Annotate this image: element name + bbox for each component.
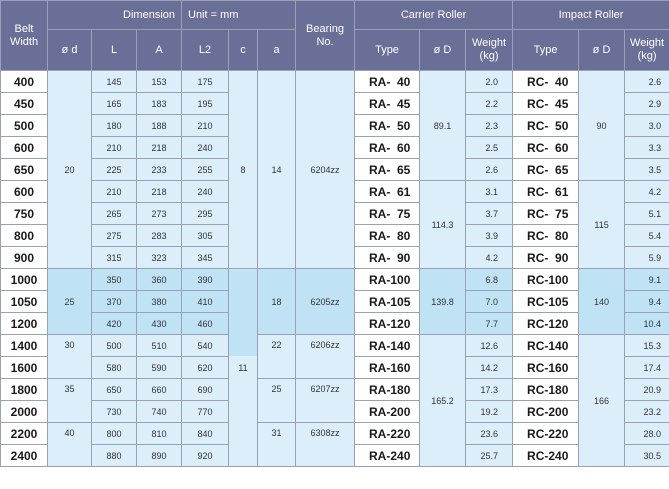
a-cell: 590 <box>137 357 182 379</box>
impact-type-cell: RC- 80 <box>513 225 579 247</box>
l-cell: 730 <box>92 401 137 423</box>
l2-cell: 770 <box>182 401 229 423</box>
l2-cell: 175 <box>182 71 229 93</box>
l-cell: 650 <box>92 379 137 401</box>
carrier-type-cell: RA-120 <box>355 313 420 335</box>
l-cell: 180 <box>92 115 137 137</box>
od-cell: 40 <box>48 423 92 467</box>
carrier-od-cell: 114.3 <box>420 181 466 269</box>
carrier-type-cell: RA-220 <box>355 423 420 445</box>
impact-type-cell: RC-220 <box>513 423 579 445</box>
l-header: L <box>92 30 137 71</box>
od-cell: 20 <box>48 71 92 269</box>
a-small-cell: 31 <box>258 423 296 467</box>
l2-cell: 195 <box>182 93 229 115</box>
impact-weight-cell: 9.4 <box>625 291 669 313</box>
carrier-weight-cell: 2.0 <box>466 71 513 93</box>
belt-width-cell: 400 <box>1 71 48 93</box>
impact-weight-cell: 5.1 <box>625 203 669 225</box>
carrier-od-cell: 165.2 <box>420 335 466 467</box>
carrier-weight-cell: 6.8 <box>466 269 513 291</box>
impact-type-cell: RC-140 <box>513 335 579 357</box>
a-cell: 153 <box>137 71 182 93</box>
carrier-type-cell: RA-200 <box>355 401 420 423</box>
bearing-cell: 6308zz <box>296 423 355 467</box>
a-cell: 810 <box>137 423 182 445</box>
impact-type-cell: RC- 60 <box>513 137 579 159</box>
a-cell: 510 <box>137 335 182 357</box>
l2-cell: 840 <box>182 423 229 445</box>
od-cell: 30 <box>48 335 92 379</box>
impact-weight-cell: 10.4 <box>625 313 669 335</box>
impact-od-cell: 115 <box>579 181 625 269</box>
l-cell: 165 <box>92 93 137 115</box>
l-cell: 265 <box>92 203 137 225</box>
a-cell: 323 <box>137 247 182 269</box>
impact-weight-cell: 17.4 <box>625 357 669 379</box>
carrier-type-cell: RA- 45 <box>355 93 420 115</box>
carrier-type-cell: RA-105 <box>355 291 420 313</box>
a-cell: 183 <box>137 93 182 115</box>
impact-type-cell: RC-200 <box>513 401 579 423</box>
carrier-weight-cell: 3.7 <box>466 203 513 225</box>
a-cell: 660 <box>137 379 182 401</box>
impact-od-cell: 140 <box>579 269 625 335</box>
a-cell: 273 <box>137 203 182 225</box>
l-cell: 210 <box>92 181 137 203</box>
impact-type-cell: RC- 75 <box>513 203 579 225</box>
l-cell: 880 <box>92 445 137 467</box>
impact-weight-cell: 3.0 <box>625 115 669 137</box>
impact-weight-cell: 3.5 <box>625 159 669 181</box>
carrier-type-cell: RA-180 <box>355 379 420 401</box>
carrier-weight-cell: 4.2 <box>466 247 513 269</box>
a-small-cell: 18 <box>258 269 296 335</box>
bearing-header: Bearing No. <box>296 1 355 71</box>
a-cell: 218 <box>137 181 182 203</box>
a-small-cell: 14 <box>258 71 296 269</box>
carrier-weight-header: Weight (kg) <box>466 30 513 71</box>
belt-width-header: Belt Width <box>1 1 48 71</box>
l-cell: 225 <box>92 159 137 181</box>
carrier-type-cell: RA- 60 <box>355 137 420 159</box>
bearing-cell: 6205zz <box>296 269 355 335</box>
carrier-weight-cell: 25.7 <box>466 445 513 467</box>
impact-weight-cell: 28.0 <box>625 423 669 445</box>
a-cell: 380 <box>137 291 182 313</box>
carrier-weight-cell: 2.3 <box>466 115 513 137</box>
table-row <box>1 71 669 93</box>
table-row <box>1 335 669 357</box>
carrier-weight-cell: 12.6 <box>466 335 513 357</box>
impact-weight-cell: 9.1 <box>625 269 669 291</box>
a-cell: 740 <box>137 401 182 423</box>
carrier-type-cell: RA-140 <box>355 335 420 357</box>
l2-cell: 305 <box>182 225 229 247</box>
bearing-cell: 6206zz <box>296 335 355 379</box>
carrier-weight-cell: 2.6 <box>466 159 513 181</box>
bearing-cell: 6204zz <box>296 71 355 269</box>
carrier-weight-cell: 7.7 <box>466 313 513 335</box>
belt-width-cell: 2400 <box>1 445 48 467</box>
l2-cell: 410 <box>182 291 229 313</box>
a-small-header: a <box>258 30 296 71</box>
carrier-type-cell: RA-240 <box>355 445 420 467</box>
impact-roller-header: Impact Roller <box>513 1 669 30</box>
carrier-type-cell: RA-100 <box>355 269 420 291</box>
impact-od-cell: 166 <box>579 335 625 467</box>
impact-weight-cell: 30.5 <box>625 445 669 467</box>
impact-type-cell: RC-120 <box>513 313 579 335</box>
carrier-od-header: ø D <box>420 30 466 71</box>
a-small-cell: 25 <box>258 379 296 423</box>
od-header: ø d <box>48 30 92 71</box>
impact-weight-cell: 15.3 <box>625 335 669 357</box>
impact-type-cell: RC- 40 <box>513 71 579 93</box>
belt-width-cell: 1600 <box>1 357 48 379</box>
l2-cell: 540 <box>182 335 229 357</box>
table-row <box>1 379 669 401</box>
c-header: c <box>229 30 258 71</box>
carrier-type-cell: RA- 65 <box>355 159 420 181</box>
impact-type-cell: RC-160 <box>513 357 579 379</box>
carrier-type-cell: RA- 75 <box>355 203 420 225</box>
belt-width-cell: 1400 <box>1 335 48 357</box>
l-cell: 275 <box>92 225 137 247</box>
impact-weight-cell: 20.9 <box>625 379 669 401</box>
carrier-od-cell: 139.8 <box>420 269 466 335</box>
belt-width-cell: 450 <box>1 93 48 115</box>
impact-type-cell: RC-180 <box>513 379 579 401</box>
carrier-roller-header: Carrier Roller <box>355 1 513 30</box>
l-cell: 420 <box>92 313 137 335</box>
l-cell: 580 <box>92 357 137 379</box>
a-cell: 218 <box>137 137 182 159</box>
impact-type-header: Type <box>513 30 579 71</box>
l-cell: 370 <box>92 291 137 313</box>
impact-type-cell: RC- 50 <box>513 115 579 137</box>
l2-cell: 210 <box>182 115 229 137</box>
l-cell: 145 <box>92 71 137 93</box>
carrier-weight-cell: 3.1 <box>466 181 513 203</box>
belt-width-cell: 600 <box>1 137 48 159</box>
belt-width-cell: 900 <box>1 247 48 269</box>
l2-cell: 240 <box>182 181 229 203</box>
carrier-weight-cell: 2.5 <box>466 137 513 159</box>
c-cell: 8 <box>229 71 258 269</box>
carrier-weight-cell: 19.2 <box>466 401 513 423</box>
l2-cell: 295 <box>182 203 229 225</box>
a-cell: 283 <box>137 225 182 247</box>
carrier-weight-cell: 2.2 <box>466 93 513 115</box>
impact-weight-cell: 2.9 <box>625 93 669 115</box>
impact-type-cell: RC-105 <box>513 291 579 313</box>
impact-od-cell: 90 <box>579 71 625 181</box>
carrier-weight-cell: 3.9 <box>466 225 513 247</box>
a-header: A <box>137 30 182 71</box>
dimension-header: Dimension <box>48 1 182 30</box>
l2-cell: 690 <box>182 379 229 401</box>
belt-width-cell: 1050 <box>1 291 48 313</box>
carrier-od-cell: 89.1 <box>420 71 466 181</box>
carrier-type-header: Type <box>355 30 420 71</box>
belt-width-cell: 1800 <box>1 379 48 401</box>
impact-weight-cell: 4.2 <box>625 181 669 203</box>
impact-weight-cell: 23.2 <box>625 401 669 423</box>
carrier-type-cell: RA- 90 <box>355 247 420 269</box>
a-small-cell: 22 <box>258 335 296 379</box>
impact-weight-cell: 2.6 <box>625 71 669 93</box>
belt-width-cell: 2000 <box>1 401 48 423</box>
a-cell: 890 <box>137 445 182 467</box>
c-cell: 11 <box>229 269 258 467</box>
belt-width-cell: 1000 <box>1 269 48 291</box>
belt-width-cell: 500 <box>1 115 48 137</box>
l2-cell: 240 <box>182 137 229 159</box>
l2-cell: 345 <box>182 247 229 269</box>
a-cell: 430 <box>137 313 182 335</box>
impact-weight-cell: 5.9 <box>625 247 669 269</box>
l2-cell: 620 <box>182 357 229 379</box>
l2-cell: 255 <box>182 159 229 181</box>
impact-type-cell: RC- 90 <box>513 247 579 269</box>
impact-type-cell: RC-240 <box>513 445 579 467</box>
carrier-weight-cell: 7.0 <box>466 291 513 313</box>
carrier-type-cell: RA- 50 <box>355 115 420 137</box>
l-cell: 350 <box>92 269 137 291</box>
carrier-type-cell: RA- 40 <box>355 71 420 93</box>
table-row <box>1 269 669 291</box>
impact-weight-header: Weight (kg) <box>625 30 669 71</box>
impact-type-cell: RC-100 <box>513 269 579 291</box>
a-cell: 188 <box>137 115 182 137</box>
l-cell: 800 <box>92 423 137 445</box>
impact-type-cell: RC- 61 <box>513 181 579 203</box>
impact-weight-cell: 3.3 <box>625 137 669 159</box>
carrier-type-cell: RA- 61 <box>355 181 420 203</box>
belt-width-cell: 2200 <box>1 423 48 445</box>
l-cell: 210 <box>92 137 137 159</box>
impact-od-header: ø D <box>579 30 625 71</box>
bearing-cell: 6207zz <box>296 379 355 423</box>
impact-type-cell: RC- 45 <box>513 93 579 115</box>
table-row <box>1 423 669 445</box>
impact-weight-cell: 5.4 <box>625 225 669 247</box>
belt-width-cell: 650 <box>1 159 48 181</box>
l2-header: L2 <box>182 30 229 71</box>
carrier-type-cell: RA- 80 <box>355 225 420 247</box>
l2-cell: 390 <box>182 269 229 291</box>
l2-cell: 920 <box>182 445 229 467</box>
carrier-weight-cell: 17.3 <box>466 379 513 401</box>
l2-cell: 460 <box>182 313 229 335</box>
carrier-weight-cell: 14.2 <box>466 357 513 379</box>
unit-header: Unit = mm <box>182 1 296 30</box>
l-cell: 315 <box>92 247 137 269</box>
belt-width-cell: 1200 <box>1 313 48 335</box>
a-cell: 360 <box>137 269 182 291</box>
impact-type-cell: RC- 65 <box>513 159 579 181</box>
od-cell: 25 <box>48 269 92 335</box>
belt-width-cell: 600 <box>1 181 48 203</box>
carrier-weight-cell: 23.6 <box>466 423 513 445</box>
l-cell: 500 <box>92 335 137 357</box>
od-cell: 35 <box>48 379 92 423</box>
belt-width-cell: 800 <box>1 225 48 247</box>
carrier-type-cell: RA-160 <box>355 357 420 379</box>
a-cell: 233 <box>137 159 182 181</box>
belt-width-cell: 750 <box>1 203 48 225</box>
